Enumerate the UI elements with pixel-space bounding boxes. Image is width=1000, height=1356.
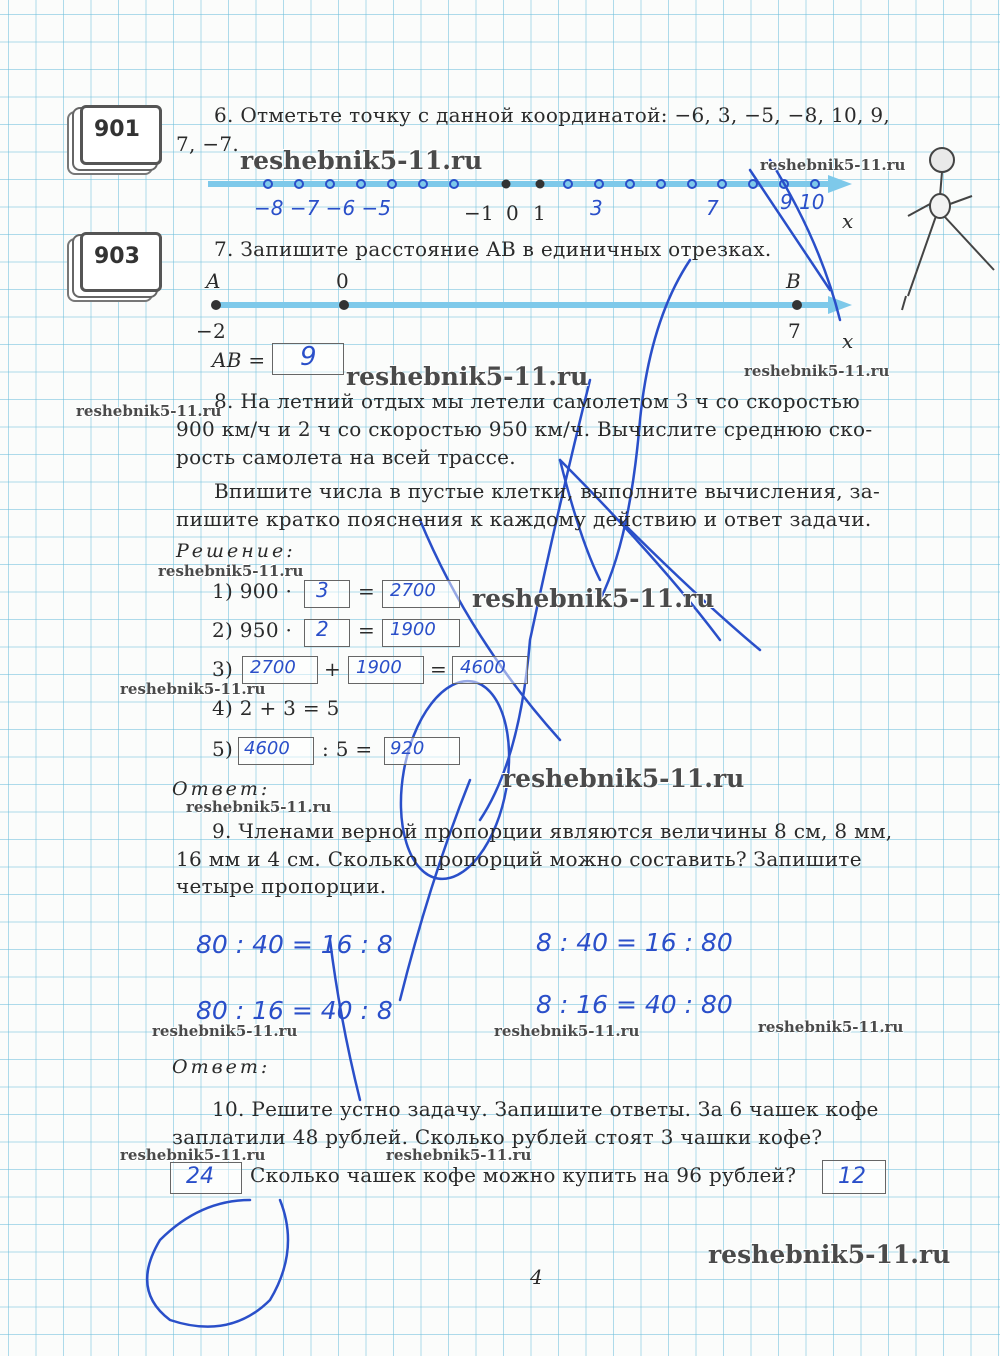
- proportion-1: 80 : 40 = 16 : 8: [196, 930, 393, 959]
- step3-text: 3): [212, 657, 234, 681]
- task8-instr2: пишите кратко пояснения к каждому действию и ответ задачи.: [176, 507, 872, 531]
- task8-line2: 900 км/ч и 2 ч со скоростью 950 км/ч. Вычислите среднюю ско-: [176, 417, 873, 441]
- step2-text: 2) 950 ·: [212, 618, 293, 642]
- step5-value-a: 4600: [244, 738, 290, 759]
- step2-equals: =: [358, 618, 376, 642]
- step3-equals: =: [430, 657, 448, 681]
- task6-handwritten-9-10: 9 10: [780, 190, 825, 214]
- proportion-4: 8 : 16 = 40 : 80: [536, 990, 733, 1019]
- watermark: reshebnik5-11.ru: [186, 798, 332, 816]
- task6-tick-1: 1: [533, 201, 547, 225]
- watermark: reshebnik5-11.ru: [346, 362, 589, 391]
- step1-text: 1) 900 ·: [212, 579, 293, 603]
- task7-answer: 9: [300, 342, 317, 372]
- step3-value-a: 2700: [250, 657, 296, 678]
- task7-text: 7. Запишите расстояние AB в единичных отрезках.: [214, 237, 772, 261]
- task10-line1: 10. Решите устно задачу. Запишите ответы. За 6 чашек кофе: [212, 1097, 879, 1121]
- task7-point-B: B: [786, 269, 801, 293]
- solution-label: Решение:: [176, 540, 296, 562]
- task6-handwritten-left: −8 −7 −6 −5: [254, 196, 392, 220]
- task6-text-line1: 6. Отметьте точку с данной координатой: −6, 3, −5, −8, 10, 9,: [214, 103, 891, 127]
- task8-instr1: Впишите числа в пустые клетки, выполните вычисления, за-: [214, 479, 881, 503]
- step5-result: 920: [390, 738, 425, 759]
- task7-ab-label: AB =: [212, 348, 266, 372]
- task7-point-A: A: [206, 269, 221, 293]
- watermark: reshebnik5-11.ru: [152, 1022, 298, 1040]
- watermark: reshebnik5-11.ru: [120, 1146, 266, 1164]
- watermark: reshebnik5-11.ru: [120, 680, 266, 698]
- task10-answer1: 24: [186, 1164, 214, 1189]
- watermark: reshebnik5-11.ru: [758, 1018, 904, 1036]
- task6-axis-label: x: [842, 209, 854, 233]
- task10-answer2: 12: [838, 1164, 866, 1189]
- watermark: reshebnik5-11.ru: [708, 1240, 951, 1269]
- task6-handwritten-3: 3: [590, 196, 603, 220]
- watermark: reshebnik5-11.ru: [502, 764, 745, 793]
- task-number-tab-903: 903: [70, 230, 162, 292]
- proportion-3: 80 : 16 = 40 : 8: [196, 996, 393, 1025]
- watermark: reshebnik5-11.ru: [386, 1146, 532, 1164]
- watermark: reshebnik5-11.ru: [472, 584, 715, 613]
- task8-line3: рость самолета на всей трассе.: [176, 445, 516, 469]
- watermark: reshebnik5-11.ru: [76, 402, 222, 420]
- step5-divide: : 5 =: [322, 737, 373, 761]
- step1-equals: =: [358, 579, 376, 603]
- task-number-tab-901: 901: [70, 103, 162, 165]
- page-number: 4: [530, 1265, 544, 1289]
- step5-text: 5): [212, 737, 234, 761]
- task9-line1: 9. Членами верной пропорции являются величины 8 см, 8 мм,: [212, 819, 893, 843]
- watermark: reshebnik5-11.ru: [158, 562, 304, 580]
- step3-value-b: 1900: [356, 657, 402, 678]
- task8-line1: 8. На летний отдых мы летели самолетом 3 ч со скоростью: [214, 389, 860, 413]
- watermark: reshebnik5-11.ru: [494, 1022, 640, 1040]
- watermark: reshebnik5-11.ru: [744, 362, 890, 380]
- step1-result: 2700: [390, 580, 436, 601]
- watermark: reshebnik5-11.ru: [240, 146, 483, 175]
- task6-handwritten-7: 7: [706, 196, 719, 220]
- step2-result: 1900: [390, 619, 436, 640]
- task7-seven: 7: [788, 319, 802, 343]
- task6-tick-minus1: −1: [464, 201, 495, 225]
- task7-point-0: 0: [336, 269, 350, 293]
- task9-line2: 16 мм и 4 см. Сколько пропорций можно составить? Запишите: [176, 847, 862, 871]
- step1-value-a: 3: [316, 578, 329, 602]
- task10-line2: заплатили 48 рублей. Сколько рублей стоят 3 чашки кофе?: [172, 1125, 823, 1149]
- task10-line3: Сколько чашек кофе можно купить на 96 рублей?: [250, 1163, 797, 1187]
- step3-result: 4600: [460, 657, 506, 678]
- task6-text-line2: 7, −7.: [176, 132, 240, 156]
- watermark: reshebnik5-11.ru: [760, 156, 906, 174]
- task8-answer-label: Ответ:: [172, 778, 271, 800]
- task6-tick-0: 0: [506, 201, 520, 225]
- task9-answer-label: Ответ:: [172, 1056, 271, 1078]
- step3-plus: +: [324, 657, 342, 681]
- step4-text: 4) 2 + 3 = 5: [212, 696, 340, 720]
- step2-value-a: 2: [316, 617, 329, 641]
- task9-line3: четыре пропорции.: [176, 874, 387, 898]
- task7-minus2: −2: [196, 319, 227, 343]
- proportion-2: 8 : 40 = 16 : 80: [536, 928, 733, 957]
- task7-axis-label: x: [842, 329, 854, 353]
